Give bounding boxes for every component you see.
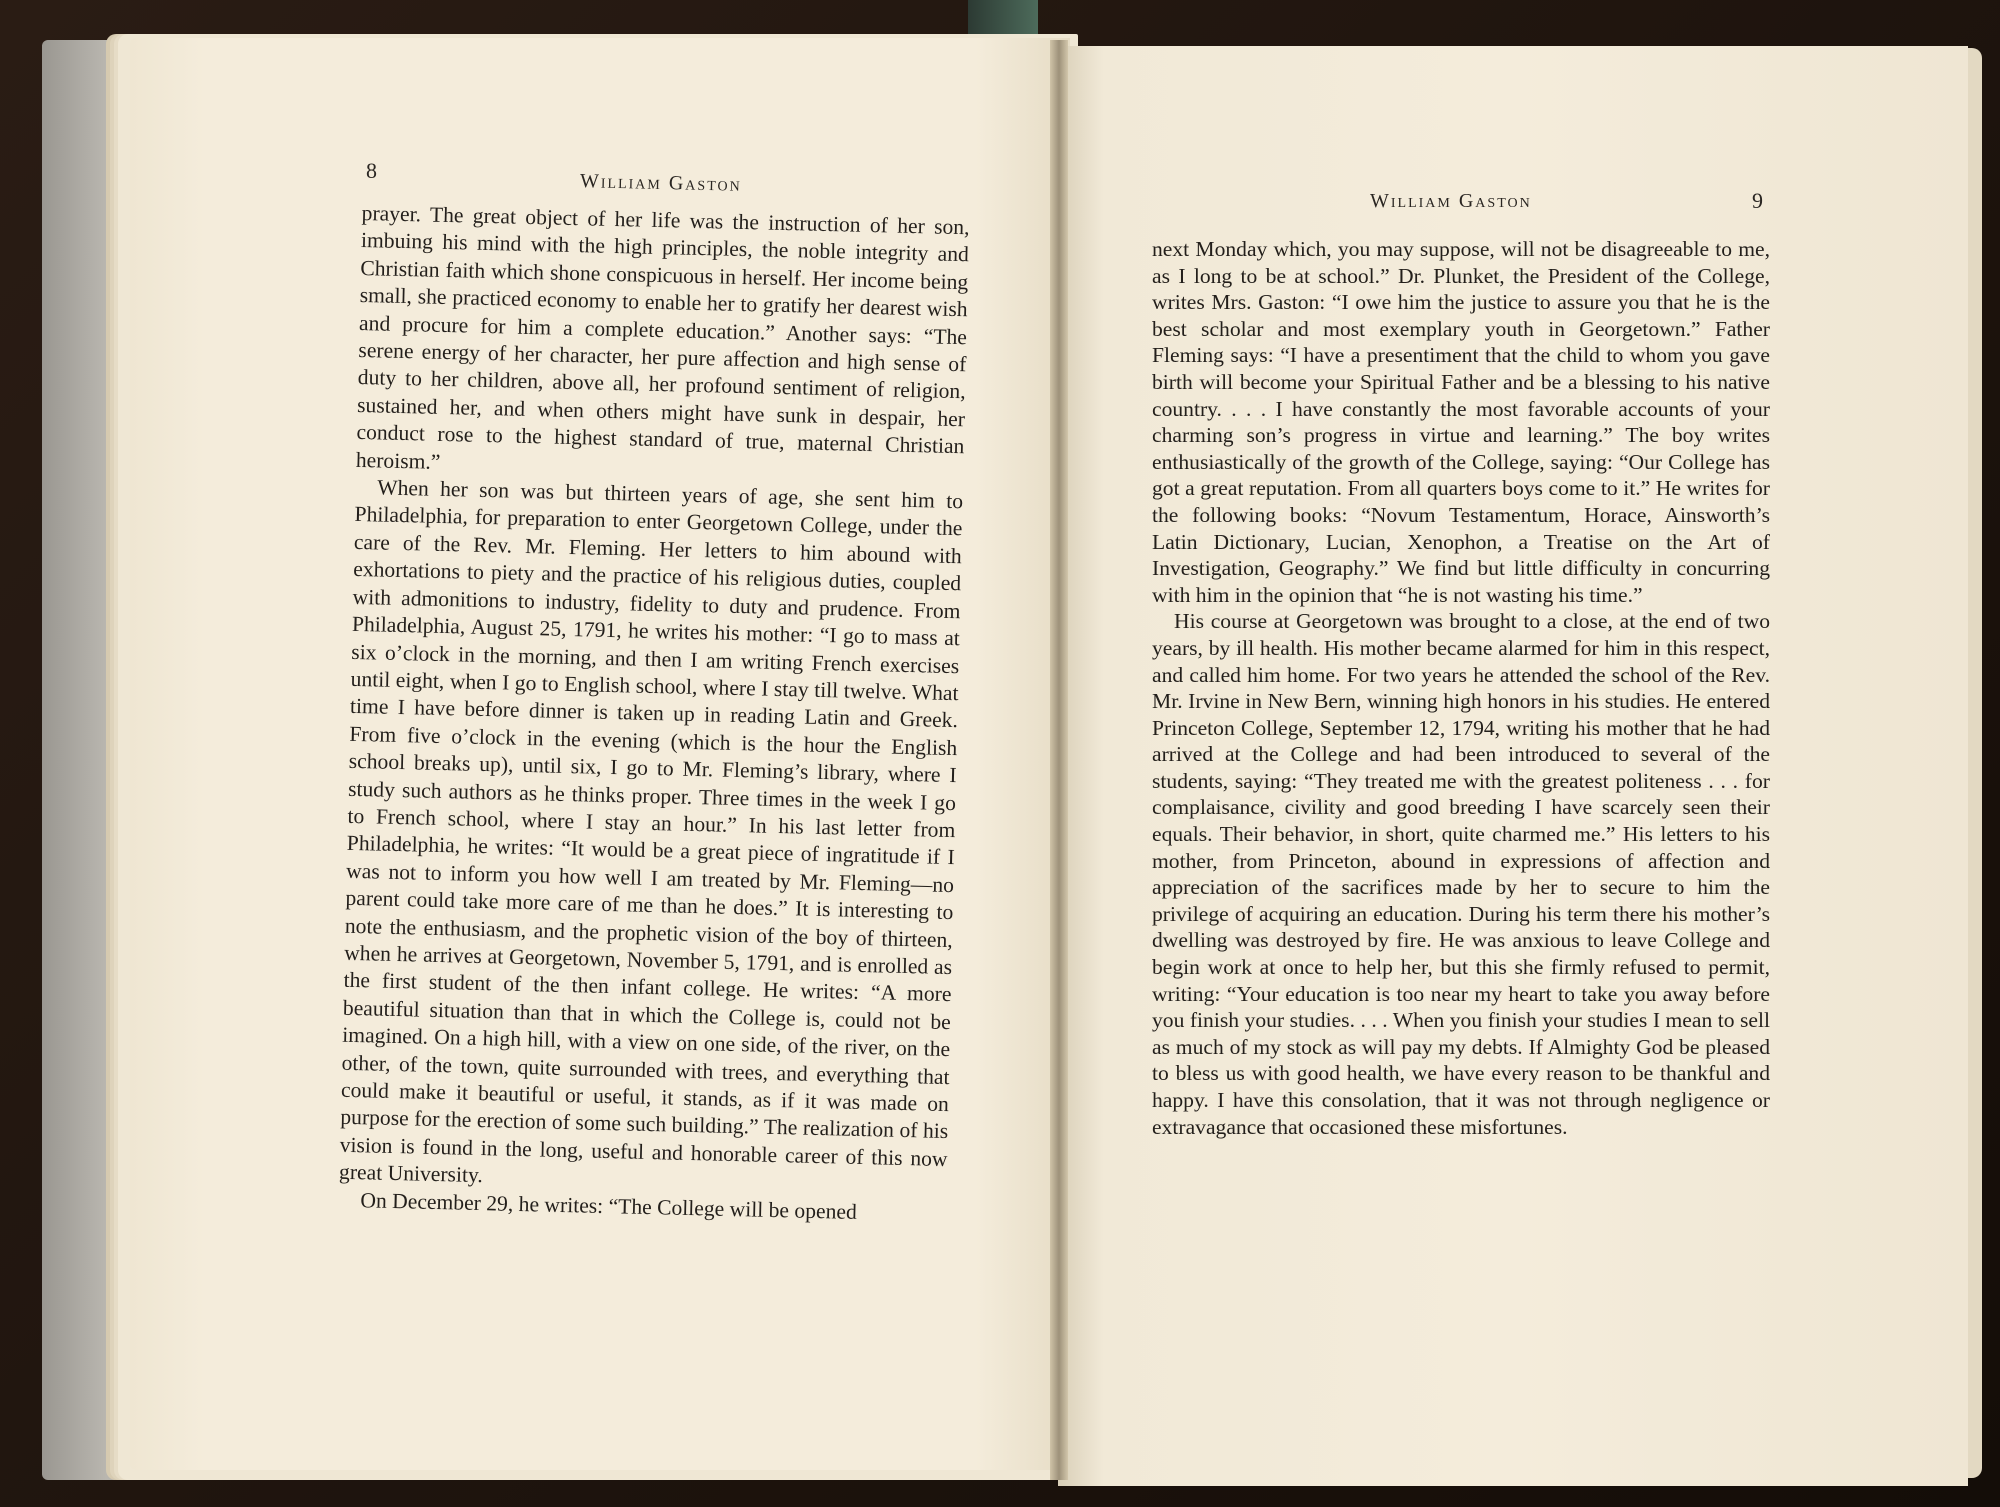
running-head-right: William Gaston — [1370, 190, 1532, 212]
paragraph: next Monday which, you may suppose, will not be disagreeable to me, as I long to be at school.” Dr. Plunket, the President of the College, writes Mrs. Gaston: “I owe him the justice to assure you that he is the best scholar and most exemplary youth in Georgetown.” Father Fleming says: “I have a presentiment that the child to whom you gave birth will become your Spiritual Father and be a blessing to his native country. . . . I have constantly the most favorable accounts of your charming son’s progress in virtue and learning.” The boy writes enthusiastically of the growth of the College, saying: “Our College has got a great reputation. From all quarters boys come to it.” He writes for the following books: “Novum Testamentum, Horace, Ainsworth’s Latin Dictionary, Lucian, Xenophon, a Treatise on the Art of Investigation, Geography.” We find but little difficulty in concurring with him in the opinion that “he is not wasting his time.” — [1152, 237, 1770, 607]
paragraph: When her son was but thirteen years of age, she sent him to Philadelphia, for preparation to enter Georgetown College, under the care of the Rev. Mr. Fleming. Her letters to him abound with exhortations to piety and the practice of his religious duties, coupled with admonitions to industry, fidelity to duty and prudence. From Philadelphia, August 25, 1791, he writes his mother: “I go to mass at six o’clock in the morning, and then I am writing French exercises until eight, when I go to English school, where I stay till twelve. What time I have before dinner is taken up in reading Latin and Greek. From five o’clock in the evening (which is the hour the English school breaks up), until six, I go to Mr. Fleming’s library, where I study such authors as he thinks proper. Three times in the week I go to French school, where I stay an hour.” In his last letter from Philadelphia, he writes: “It would be a great piece of ingratitude if I was not to inform you how well I am treated by Mr. Fleming—no parent could take more care of me than he does.” It is interesting to note the enthusiasm, and the prophetic vision of the boy of thirteen, when he arrives at Georgetown, November 5, 1791, and is enrolled as the first student of the then infant college. He writes: “A more beautiful situation than that in which the College is, could not be imagined. On a high hill, with a view on one side, of the river, on the other, of the town, quite surrounded with trees, and everything that could make it beautiful or useful, it stands, as if it was made on purpose for the erection of some such building.” The realization of his vision is found in the long, useful and honorable career of this now great University. — [338, 475, 964, 1188]
paragraph: His course at Georgetown was brought to a close, at the end of two years, by ill health. His mother became alarmed for him in this respect, and called him home. For two years he attended the school of the Rev. Mr. Irvine in New Bern, winning high honors in his studies. He entered Princeton College, September 12, 1794, writing his mother that he had arrived at the College and had been introduced to several of the students, saying: “They treated me with the greatest politeness . . . for complaisance, civility and good breeding I have scarcely seen their equals. Their behavior, in short, quite charmed me.” His letters to his mother, from Princeton, abound in expressions of affection and appreciation of the sacrifices made by her to secure to him the privilege of acquiring an education. During his term there his mother’s dwelling was destroyed by fire. He was anxious to leave College and begin work at once to help her, but this she firmly refused to permit, writing: “Your education is too near my heart to take you away before you finish your studies. . . . When you finish your studies I mean to sell as much of my stock as will pay my debts. If Almighty God be pleased to bless us with good health, we have every reason to be thankful and happy. I have this consolation, that it was not through negligence or extravagance that occasioned these misfortunes. — [1152, 609, 1770, 1139]
left-page-text — [338, 200, 970, 1228]
paragraph: prayer. The great object of her life was the instruction of her son, imbuing his mind with the high principles, the noble integrity and Christian faith which shone conspicuous in herself. Her income being small, she practiced economy to enable her to gratify her dearest wish and procure for him a complete education.” Another says: “The serene energy of her character, her pure affection and high sense of duty to her children, above all, her profound sentiment of religion, sustained her, and when others might have sunk in despair, her conduct rose to the highest standard of true, maternal Christian heroism.” — [355, 200, 970, 474]
right-page-text — [1152, 236, 1770, 1140]
book-gutter — [1050, 40, 1068, 1480]
page-number-right: 9 — [1752, 188, 1763, 213]
paragraph: On December 29, he writes: “The College will be opened — [360, 1187, 858, 1224]
page-number-left: 8 — [366, 158, 377, 183]
running-head-left: William Gaston — [579, 170, 742, 196]
